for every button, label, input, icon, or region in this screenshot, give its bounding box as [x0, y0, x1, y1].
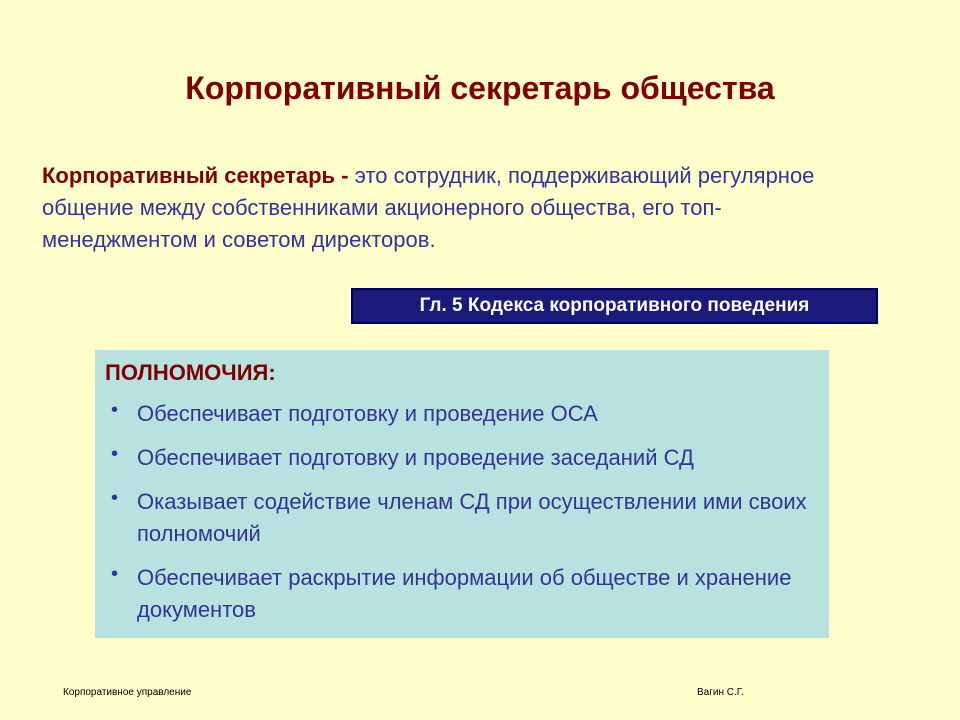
list-item	[105, 398, 819, 430]
slide-title: Корпоративный секретарь общества	[185, 70, 775, 106]
powers-list	[105, 398, 819, 626]
list-item-text: Обеспечивает подготовку и проведение ОСА	[137, 401, 598, 426]
powers-heading: ПОЛНОМОЧИЯ:	[105, 360, 276, 385]
bullet-dot-icon: •	[111, 399, 119, 421]
list-item-text: Обеспечивает подготовку и проведение заседаний СД	[137, 445, 694, 470]
bullet-dot-icon: •	[111, 487, 119, 509]
list-item-text: Оказывает содействие членам СД при осуществлении ими своих полномочий	[137, 489, 807, 546]
list-item	[105, 442, 819, 474]
chapter-reference-box	[351, 288, 878, 324]
definition-paragraph	[42, 160, 862, 256]
list-item	[105, 562, 819, 626]
definition-term: Корпоративный секретарь -	[42, 163, 349, 188]
list-item-text: Обеспечивает раскрытие информации об обществе и хранение документов	[137, 565, 792, 622]
list-item	[105, 486, 819, 550]
footer-course-name: Корпоративное управление	[63, 687, 192, 698]
chapter-reference-text: Гл. 5 Кодекса корпоративного поведения	[419, 295, 810, 316]
bullet-dot-icon: •	[111, 563, 119, 585]
bullet-dot-icon: •	[111, 443, 119, 465]
footer-author: Вагин С.Г.	[697, 687, 744, 698]
powers-panel	[95, 350, 829, 638]
definition-text: это сотрудник, поддерживающий регулярное общение между собственниками акционерного общества, его топ-менеджментом и советом директоров.	[42, 163, 815, 252]
